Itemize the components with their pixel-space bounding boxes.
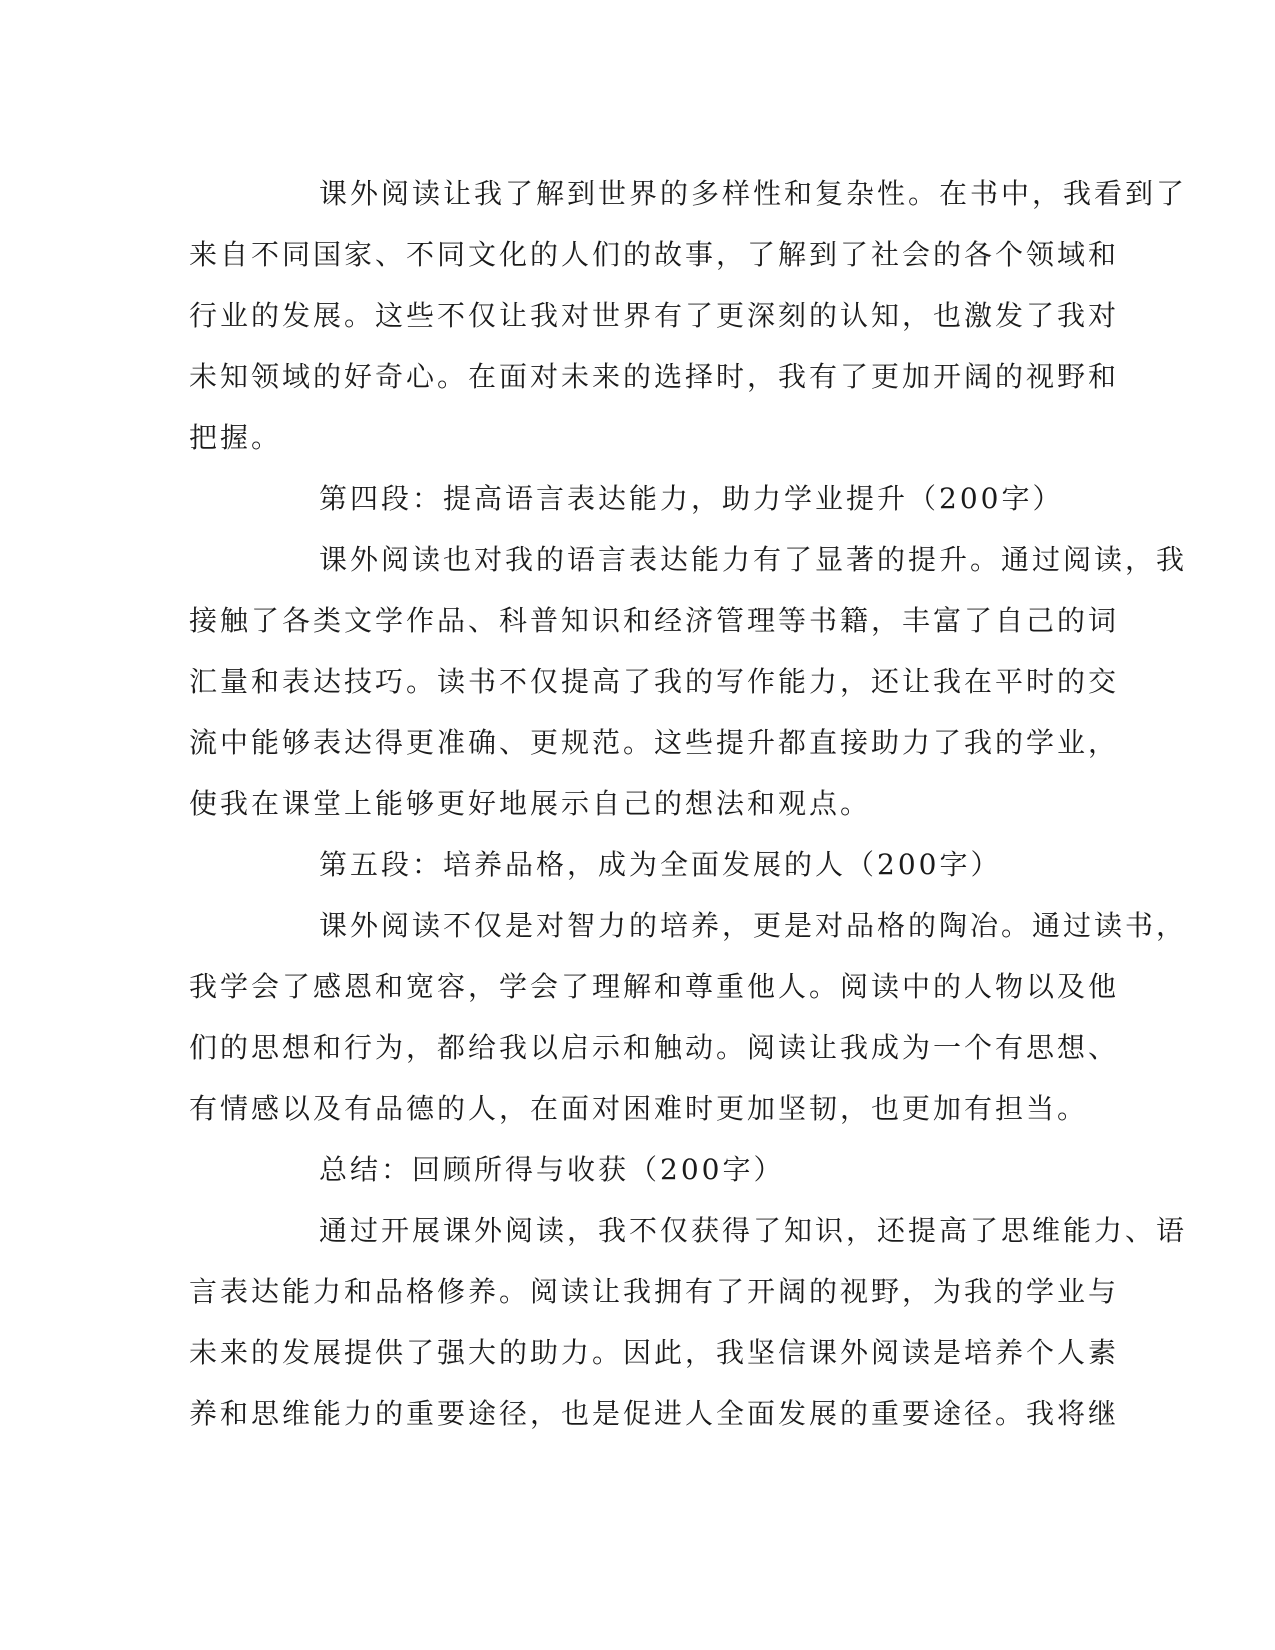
text-line: 课外阅读也对我的语言表达能力有了显著的提升。通过阅读，我 — [319, 543, 1188, 576]
text-line: 行业的发展。这些不仅让我对世界有了更深刻的认知，也激发了我对 — [189, 299, 1120, 332]
section-heading-summary — [189, 1139, 1079, 1200]
paragraph-world-diversity — [189, 163, 1188, 468]
text-line: 课外阅读让我了解到世界的多样性和复杂性。在书中，我看到了 — [319, 177, 1188, 210]
text-line: 把握。 — [189, 421, 283, 454]
text-line: 课外阅读不仅是对智力的培养，更是对品格的陶冶。通过读书， — [319, 909, 1188, 942]
text-line: 养和思维能力的重要途径，也是促进人全面发展的重要途径。我将继 — [189, 1397, 1120, 1430]
text-line: 未知领域的好奇心。在面对未来的选择时，我有了更加开阔的视野和 — [189, 360, 1120, 393]
heading-text: 第四段：提高语言表达能力，助力学业提升（200字） — [319, 482, 1064, 515]
text-line: 我学会了感恩和宽容，学会了理解和尊重他人。阅读中的人物以及他 — [189, 970, 1120, 1003]
text-line: 有情感以及有品德的人，在面对困难时更加坚韧，也更加有担当。 — [189, 1092, 1089, 1125]
paragraph-summary — [189, 1200, 1188, 1444]
text-line: 来自不同国家、不同文化的人们的故事，了解到了社会的各个领域和 — [189, 238, 1120, 271]
text-line: 接触了各类文学作品、科普知识和经济管理等书籍，丰富了自己的词 — [189, 604, 1120, 637]
text-line: 汇量和表达技巧。读书不仅提高了我的写作能力，还让我在平时的交 — [189, 665, 1120, 698]
text-line: 未来的发展提供了强大的助力。因此，我坚信课外阅读是培养个人素 — [189, 1336, 1120, 1369]
section-heading-4 — [189, 468, 1079, 529]
text-line: 流中能够表达得更准确、更规范。这些提升都直接助力了我的学业， — [189, 726, 1120, 759]
heading-text: 总结：回顾所得与收获（200字） — [319, 1153, 785, 1186]
text-line: 们的思想和行为，都给我以启示和触动。阅读让我成为一个有思想、 — [189, 1031, 1120, 1064]
text-line: 使我在课堂上能够更好地展示自己的想法和观点。 — [189, 787, 872, 820]
paragraph-character — [189, 895, 1188, 1139]
document-body — [189, 163, 1188, 1444]
paragraph-language-expression — [189, 529, 1188, 834]
text-line: 通过开展课外阅读，我不仅获得了知识，还提高了思维能力、语 — [319, 1214, 1188, 1247]
section-heading-5 — [189, 834, 1079, 895]
text-line: 言表达能力和品格修养。阅读让我拥有了开阔的视野，为我的学业与 — [189, 1275, 1120, 1308]
heading-text: 第五段：培养品格，成为全面发展的人（200字） — [319, 848, 1002, 881]
